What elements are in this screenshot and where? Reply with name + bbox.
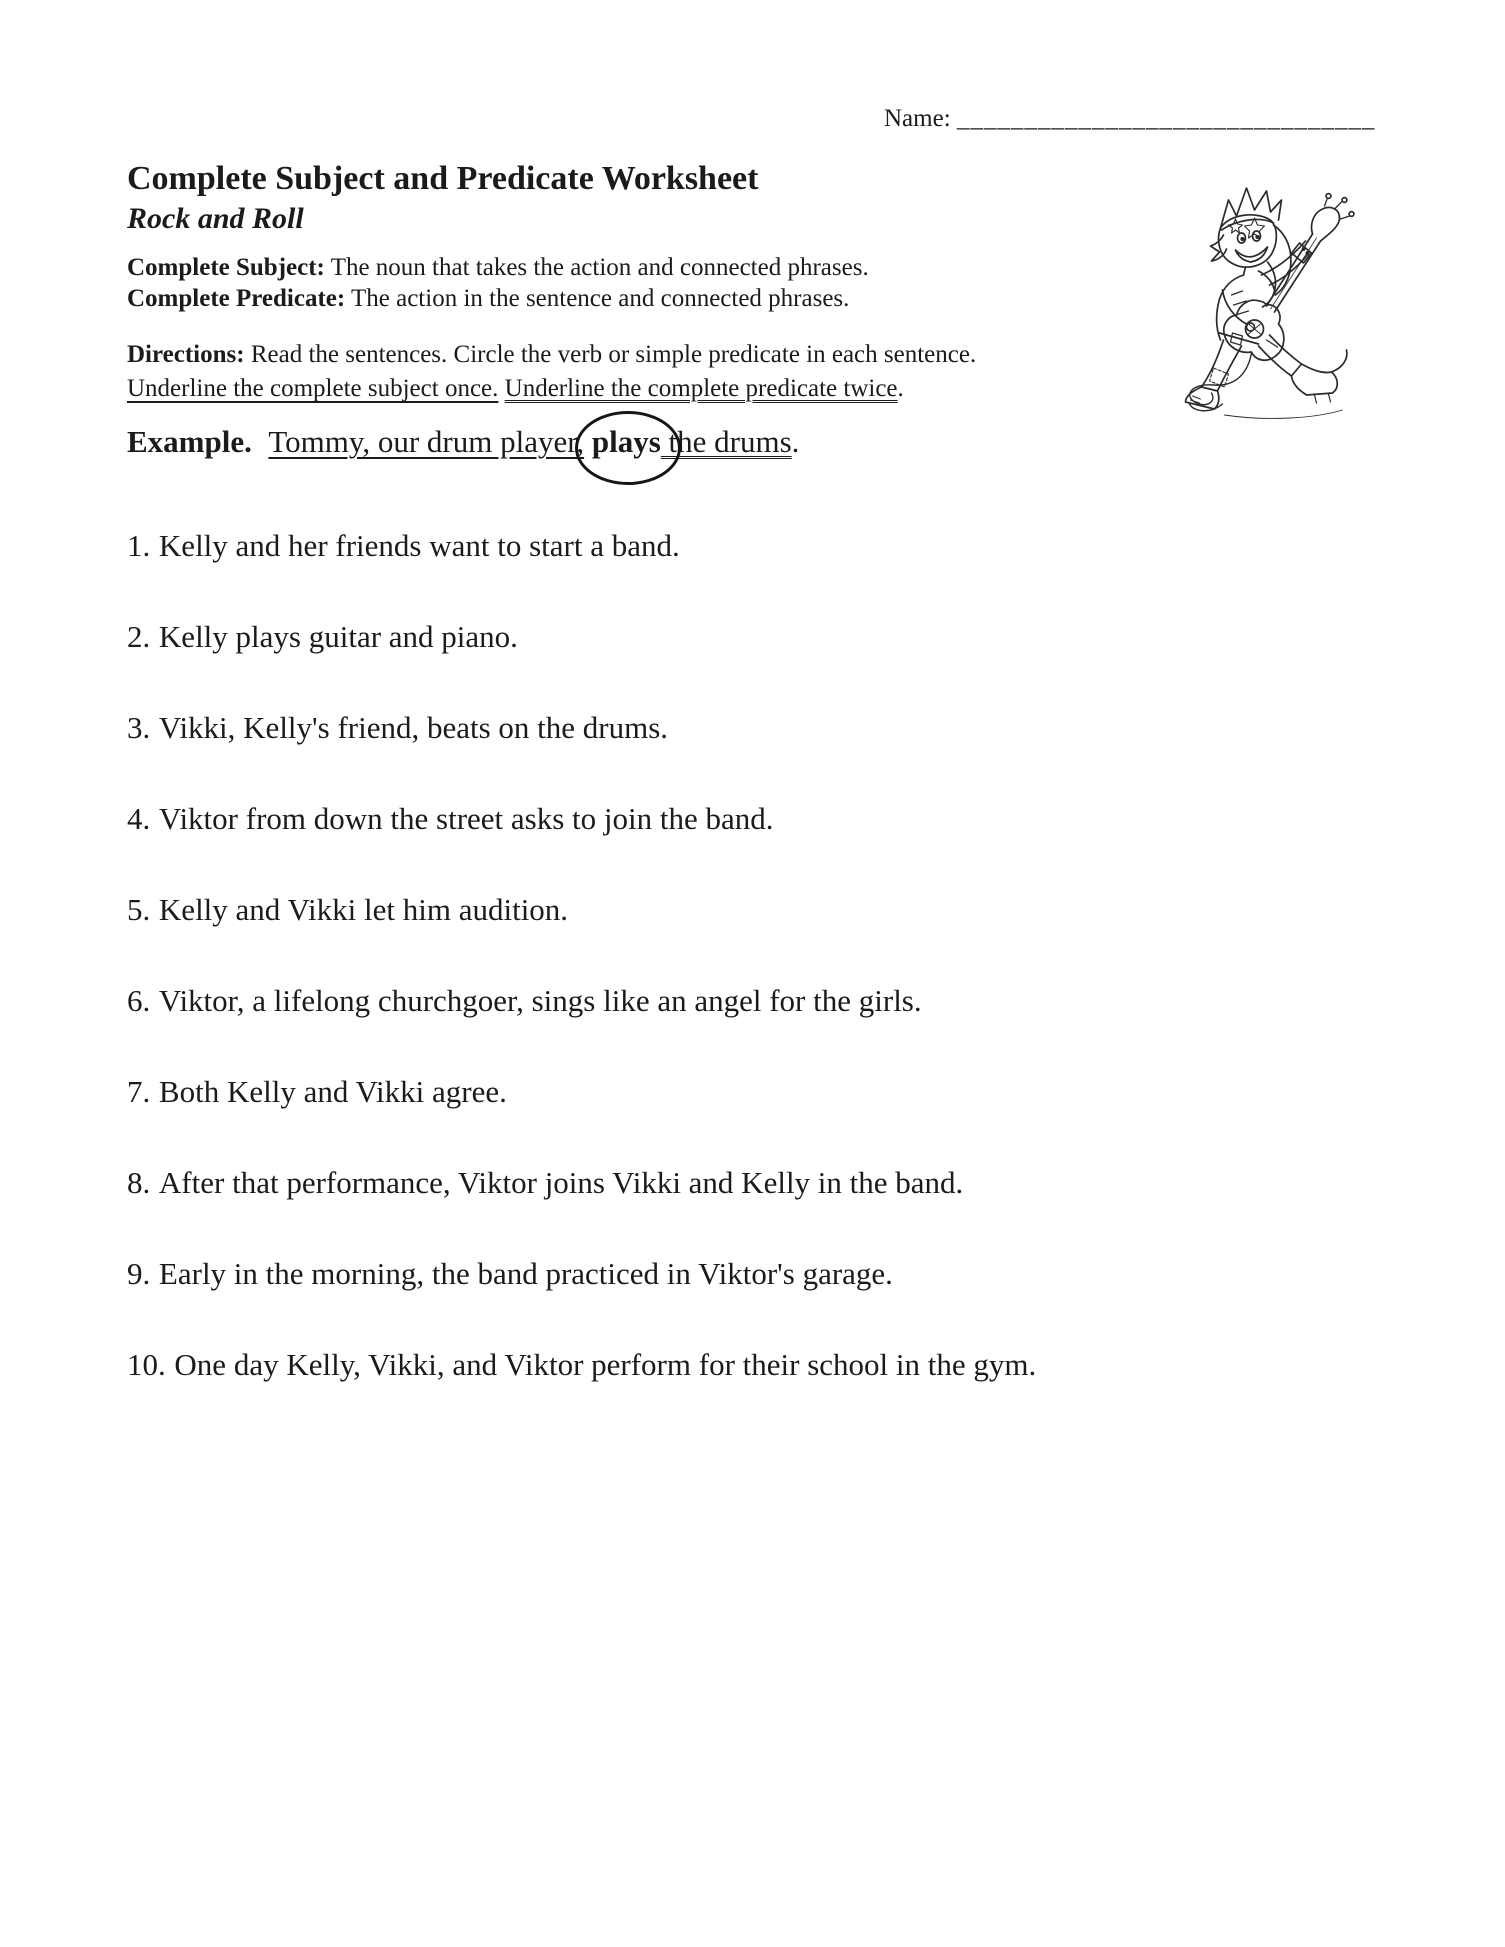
sentence-1-text: Kelly and her friends want to start a band. [158, 528, 680, 563]
definition-subject-text: The noun that takes the action and connected phrases. [324, 254, 869, 281]
sentence-2-text: Kelly plays guitar and piano. [158, 619, 518, 654]
sentence-4-text: Viktor from down the street asks to join the band. [158, 801, 774, 836]
example-label: Example. [127, 424, 252, 459]
sentence-5 [127, 892, 1385, 928]
directions-block [127, 338, 976, 406]
directions-underline-once: Underline the complete subject once. [127, 375, 499, 402]
sentence-6-number: 6. [127, 983, 151, 1018]
sentence-2-number: 2. [127, 619, 151, 654]
sentence-7-text: Both Kelly and Vikki agree. [158, 1074, 507, 1109]
sentence-7 [127, 1074, 1385, 1110]
definition-predicate-text: The action in the sentence and connected phrases. [345, 285, 850, 312]
sentence-10-number: 10. [127, 1347, 166, 1382]
directions-label: Directions: [127, 341, 245, 368]
sentence-5-number: 5. [127, 892, 151, 927]
sentence-5-text: Kelly and Vikki let him audition. [158, 892, 569, 927]
directions-period: . [897, 375, 904, 402]
example-predicate [592, 424, 792, 459]
sentence-3-number: 3. [127, 710, 151, 745]
worksheet-title: Complete Subject and Predicate Worksheet [127, 160, 759, 197]
sentence-4 [127, 801, 1385, 837]
example-verb-circled: plays [591, 424, 661, 459]
name-label: Name: [884, 105, 951, 132]
sentence-list [127, 528, 1385, 1438]
definition-subject-term: Complete Subject: [127, 254, 325, 281]
sentence-10 [127, 1347, 1385, 1383]
directions-underline-twice: Underline the complete predicate twice [504, 375, 898, 402]
sentence-3 [127, 710, 1385, 746]
directions-line1: Read the sentences. Circle the verb or simple predicate in each sentence. [244, 341, 977, 368]
rock-guitarist-icon [1160, 182, 1365, 422]
sentence-2 [127, 619, 1385, 655]
sentence-10-text: One day Kelly, Vikki, and Viktor perform for their school in the gym. [174, 1347, 1037, 1382]
name-row [884, 105, 1375, 133]
definitions-block [127, 252, 869, 314]
sentence-9-number: 9. [127, 1256, 151, 1291]
example-predicate-rest: the drums [660, 424, 792, 459]
example-sentence [127, 424, 799, 460]
sentence-4-number: 4. [127, 801, 151, 836]
example-subject: Tommy, our drum player, [268, 424, 585, 459]
sentence-6 [127, 983, 1385, 1019]
sentence-9 [127, 1256, 1385, 1292]
name-blank-line[interactable]: _______________________________ [956, 105, 1376, 132]
sentence-1 [127, 528, 1385, 564]
sentence-9-text: Early in the morning, the band practiced in Viktor's garage. [158, 1256, 893, 1291]
sentence-6-text: Viktor, a lifelong churchgoer, sings like an angel for the girls. [158, 983, 922, 1018]
definition-predicate-term: Complete Predicate: [127, 285, 346, 312]
sentence-8-number: 8. [127, 1165, 151, 1200]
sentence-8-text: After that performance, Viktor joins Vikki and Kelly in the band. [158, 1165, 964, 1200]
sentence-7-number: 7. [127, 1074, 151, 1109]
example-period: . [791, 424, 800, 459]
sentence-3-text: Vikki, Kelly's friend, beats on the drums. [158, 710, 669, 745]
rock-guitarist-illustration [1160, 182, 1365, 422]
sentence-8 [127, 1165, 1385, 1201]
sentence-1-number: 1. [127, 528, 151, 563]
worksheet-subtitle: Rock and Roll [127, 202, 304, 235]
